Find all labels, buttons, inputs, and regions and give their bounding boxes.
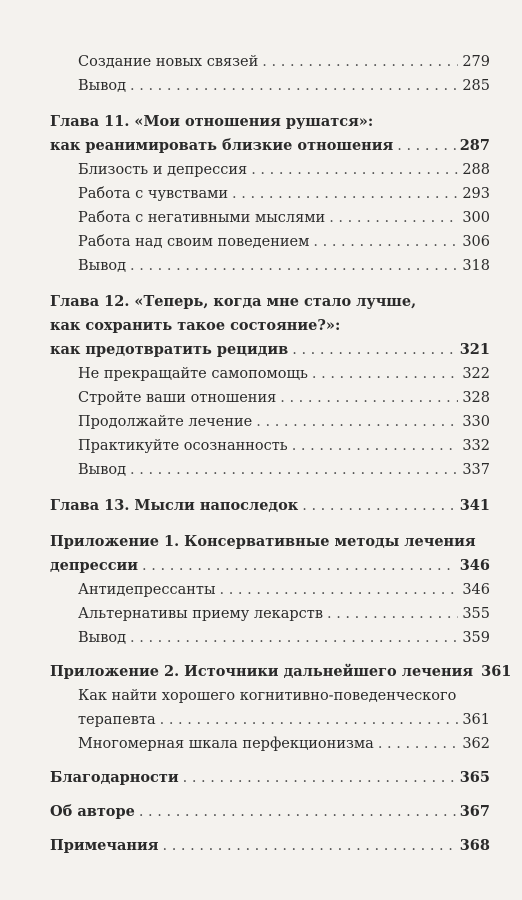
toc-entry-page: 346: [462, 582, 490, 598]
toc-leader-dots: [292, 338, 455, 362]
toc-leader-dots: [130, 626, 458, 650]
toc-entry-title: Альтернативы приему лекарств: [78, 606, 323, 622]
notes-entry[interactable]: [50, 834, 490, 858]
chapter-13-entry[interactable]: [50, 494, 490, 518]
toc-entry-title: Вывод: [78, 258, 127, 274]
toc-leader-dots: [312, 362, 458, 386]
toc-entry-page: 306: [462, 234, 490, 250]
toc-entry-page: 300: [462, 210, 490, 226]
toc-entry-page: 337: [462, 462, 490, 478]
toc-entry-title: терапевта: [78, 712, 156, 728]
toc-entry-title-line1: Как найти хорошего когнитивно-поведенческого: [78, 688, 457, 704]
toc-leader-dots: [142, 554, 456, 578]
toc-leader-dots: [292, 434, 459, 458]
toc-entry-page: 279: [462, 54, 490, 70]
toc-leader-dots: [256, 410, 458, 434]
toc-leader-dots: [183, 766, 456, 790]
toc-entry[interactable]: [50, 362, 490, 386]
toc-leader-dots: [130, 458, 458, 482]
toc-entry-title: Антидепрессанты: [78, 582, 216, 598]
toc-leader-dots: [160, 708, 459, 732]
toc-entry-page: 293: [462, 186, 490, 202]
toc-entry[interactable]: [50, 182, 490, 206]
toc-entry-title: депрессии: [50, 557, 139, 574]
toc-entry-page: 285: [462, 78, 490, 94]
toc-leader-dots: [327, 602, 458, 626]
toc-entry-page: 367: [459, 803, 490, 820]
toc-entry-page: 330: [462, 414, 490, 430]
toc-leader-dots: [251, 158, 458, 182]
toc-entry-page: 359: [462, 630, 490, 646]
appendix-1-entry[interactable]: [50, 554, 490, 578]
toc-entry-page: 287: [459, 137, 490, 154]
toc-entry-title: Стройте ваши отношения: [78, 390, 277, 406]
toc-entry[interactable]: [50, 158, 490, 182]
toc-entry[interactable]: [50, 206, 490, 230]
toc-entry-title: Благодарности: [50, 769, 179, 786]
toc-entry[interactable]: [50, 254, 490, 278]
toc-leader-dots: [130, 74, 458, 98]
toc-leader-dots: [163, 834, 456, 858]
toc-leader-dots: [130, 254, 458, 278]
toc-entry-title: Практикуйте осознанность: [78, 438, 288, 454]
chapter-12-entry[interactable]: [50, 338, 490, 362]
toc-leader-dots: [378, 732, 458, 756]
toc-entry[interactable]: [50, 434, 490, 458]
toc-entry-title: Не прекращайте самопомощь: [78, 366, 308, 382]
appendix-1-heading: Приложение 1. Консервативные методы лечения: [50, 533, 476, 550]
toc-leader-dots: [302, 494, 455, 518]
toc-leader-dots: [139, 800, 456, 824]
toc-entry[interactable]: [50, 74, 490, 98]
toc-entry-page: 341: [459, 497, 490, 514]
toc-entry[interactable]: [50, 708, 490, 732]
toc-entry[interactable]: [50, 386, 490, 410]
toc-leader-dots: [313, 230, 458, 254]
toc-entry-title: Об авторе: [50, 803, 135, 820]
toc-entry[interactable]: [50, 410, 490, 434]
toc-entry-title: Работа над своим поведением: [78, 234, 310, 250]
chapter-12-heading-line1: Глава 12. «Теперь, когда мне стало лучше,: [50, 293, 417, 310]
toc-leader-dots: [397, 134, 455, 158]
toc-entry-page: 321: [459, 341, 490, 358]
toc-leader-dots: [262, 50, 458, 74]
toc-entry[interactable]: [50, 578, 490, 602]
about-author-entry[interactable]: [50, 800, 490, 824]
toc-entry-title: Работа с чувствами: [78, 186, 229, 202]
toc-entry[interactable]: [50, 458, 490, 482]
toc-entry-page: 288: [462, 162, 490, 178]
toc-entry-title: Примечания: [50, 837, 159, 854]
acknowledgements-entry[interactable]: [50, 766, 490, 790]
toc-entry-page: 361: [481, 663, 512, 680]
toc-entry[interactable]: [50, 626, 490, 650]
toc-leader-dots: [329, 206, 458, 230]
chapter-12-heading-line2: как сохранить такое состояние?»:: [50, 317, 341, 334]
toc-entry-page: 365: [459, 769, 490, 786]
table-of-contents: [50, 50, 512, 858]
toc-entry-title: Работа с негативными мыслями: [78, 210, 326, 226]
toc-leader-dots: [280, 386, 458, 410]
toc-entry-page: 355: [462, 606, 490, 622]
toc-entry-title: Глава 13. Мысли напоследок: [50, 497, 299, 514]
appendix-2-entry[interactable]: [50, 660, 512, 684]
toc-entry-page: 368: [459, 837, 490, 854]
toc-entry-title: как реанимировать близкие отношения: [50, 137, 394, 154]
toc-entry-page: 346: [459, 557, 490, 574]
toc-entry[interactable]: [50, 50, 490, 74]
toc-entry-title: Вывод: [78, 462, 127, 478]
toc-leader-dots: [232, 182, 458, 206]
toc-entry-title: Близость и депрессия: [78, 162, 248, 178]
toc-entry-title: Приложение 2. Источники дальнейшего лечения: [50, 663, 474, 680]
toc-entry-page: 332: [462, 438, 490, 454]
chapter-11-heading: Глава 11. «Мои отношения рушатся»:: [50, 113, 374, 130]
toc-entry-page: 318: [462, 258, 490, 274]
chapter-11-entry[interactable]: [50, 134, 490, 158]
toc-entry-title: Вывод: [78, 78, 127, 94]
toc-entry-page: 328: [462, 390, 490, 406]
toc-entry-page: 361: [462, 712, 490, 728]
toc-entry[interactable]: [50, 602, 490, 626]
toc-entry-page: 322: [462, 366, 490, 382]
toc-entry-title: Многомерная шкала перфекционизма: [78, 736, 374, 752]
toc-entry[interactable]: [50, 230, 490, 254]
toc-entry-page: 362: [462, 736, 490, 752]
toc-entry-title: Вывод: [78, 630, 127, 646]
toc-entry-title: Создание новых связей: [78, 54, 259, 70]
toc-leader-dots: [219, 578, 458, 602]
toc-entry-title: Продолжайте лечение: [78, 414, 253, 430]
toc-entry-title: как предотвратить рецидив: [50, 341, 289, 358]
toc-entry[interactable]: [50, 732, 490, 756]
